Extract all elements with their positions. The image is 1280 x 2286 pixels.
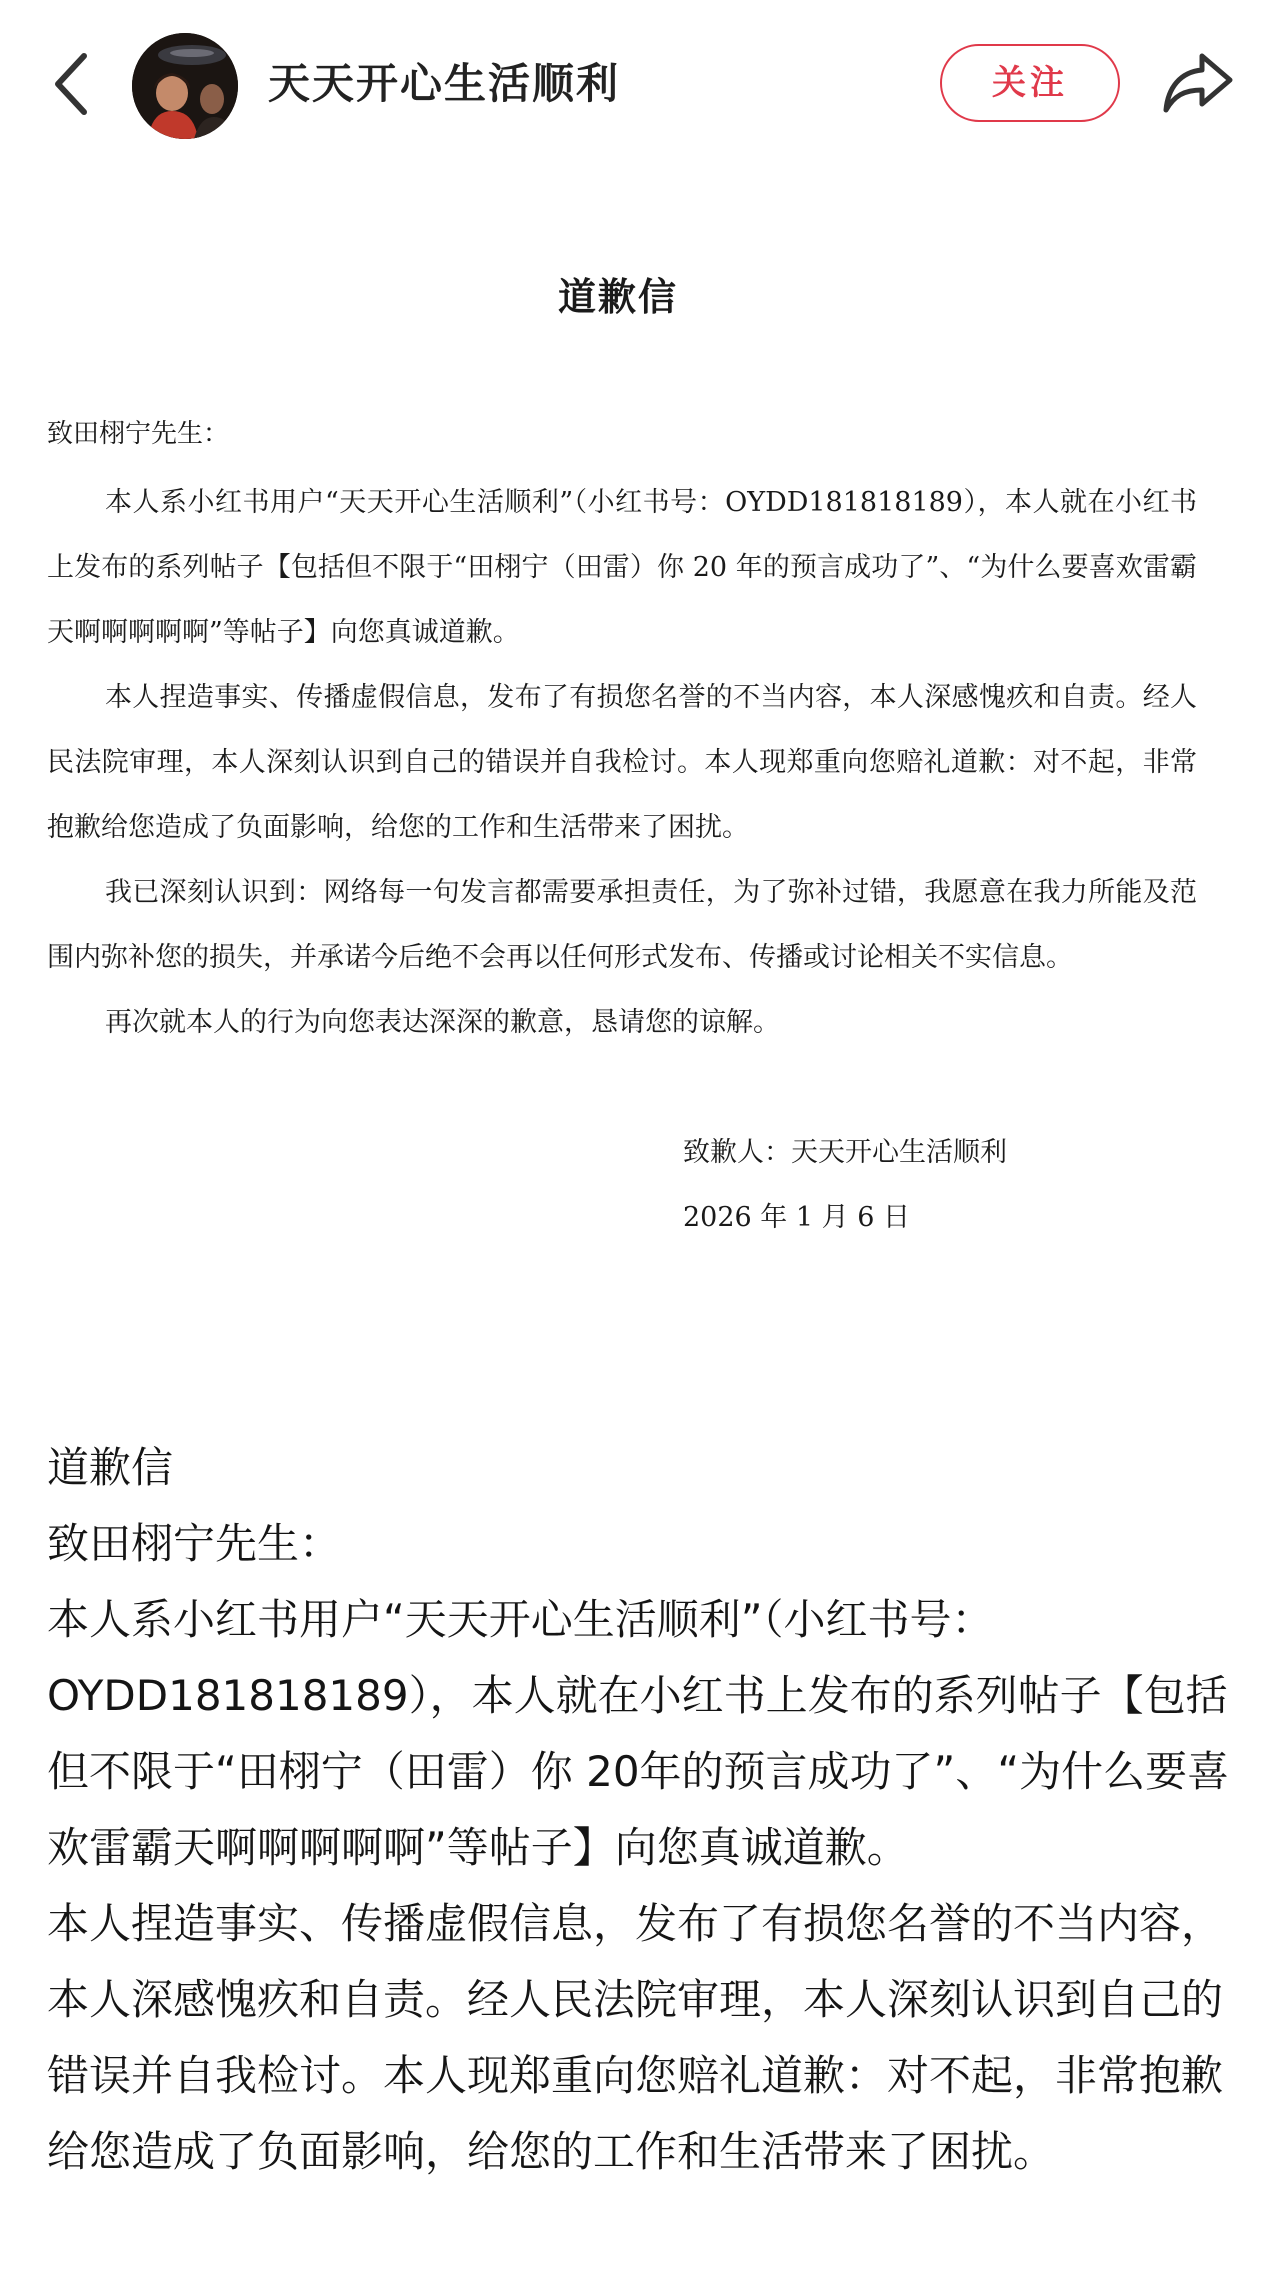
letter-signature-block xyxy=(683,1120,1007,1250)
post-line: 致田栩宁先生： xyxy=(47,1519,342,1568)
chevron-left-icon xyxy=(44,44,100,124)
author-avatar[interactable] xyxy=(132,33,238,139)
letter-image[interactable] xyxy=(0,170,1280,1370)
post-text xyxy=(47,1430,1237,2190)
letter-paragraph: 我已深刻认识到：网络每一句发言都需要承担责任，为了弥补过错，我愿意在我力所能及范围内弥补您的损失，并承诺今后绝不会再以任何形式发布、传播或讨论相关不实信息。 xyxy=(47,877,1197,973)
post-line: 本人系小红书用户“天天开心生活顺利”（小红书号：OYDD181818189），本人就在小红书上发布的系列帖子【包括但不限于“田栩宁（田雷）你 20年的预言成功了”、“为什么要喜欢雷霸天啊啊啊啊啊”等帖子】向您真诚道歉。 xyxy=(47,1595,1230,1872)
follow-button[interactable]: 关注 xyxy=(940,44,1120,122)
post-line: 道歉信 xyxy=(47,1443,174,1492)
share-arrow-icon xyxy=(1160,46,1236,122)
share-button[interactable] xyxy=(1160,46,1236,122)
post-line: 本人捏造事实、传播虚假信息，发布了有损您名誉的不当内容，本人深感愧疚和自责。经人民法院审理，本人深刻认识到自己的错误并自我检讨。本人现郑重向您赔礼道歉：对不起，非常抱歉给您造成了负面影响，给您的工作和生活带来了困扰。 xyxy=(47,1899,1224,2176)
letter-paragraph: 再次就本人的行为向您表达深深的歉意，恳请您的谅解。 xyxy=(105,1007,780,1038)
author-name[interactable]: 天天开心生活顺利 xyxy=(268,59,621,108)
letter-paragraph: 本人系小红书用户“天天开心生活顺利”（小红书号：OYDD181818189），本人就在小红书上发布的系列帖子【包括但不限于“田栩宁（田雷）你 20 年的预言成功了”、“为什么要喜欢雷霸天啊啊啊啊啊”等帖子】向您真诚道歉。 xyxy=(47,487,1197,648)
letter-body xyxy=(47,470,1197,1055)
avatar-image xyxy=(132,33,238,139)
letter-paragraph: 本人捏造事实、传播虚假信息，发布了有损您名誉的不当内容，本人深感愧疚和自责。经人民法院审理，本人深刻认识到自己的错误并自我检讨。本人现郑重向您赔礼道歉：对不起，非常抱歉给您造成了负面影响，给您的工作和生活带来了困扰。 xyxy=(47,682,1197,843)
letter-date: 2026 年 1 月 6 日 xyxy=(683,1202,910,1233)
back-button[interactable] xyxy=(44,44,100,124)
letter-salutation: 致田栩宁先生： xyxy=(47,419,230,449)
letter-title: 道歉信 xyxy=(557,274,678,319)
letter-signature: 致歉人：天天开心生活顺利 xyxy=(683,1137,1007,1168)
post-header xyxy=(0,0,1280,170)
